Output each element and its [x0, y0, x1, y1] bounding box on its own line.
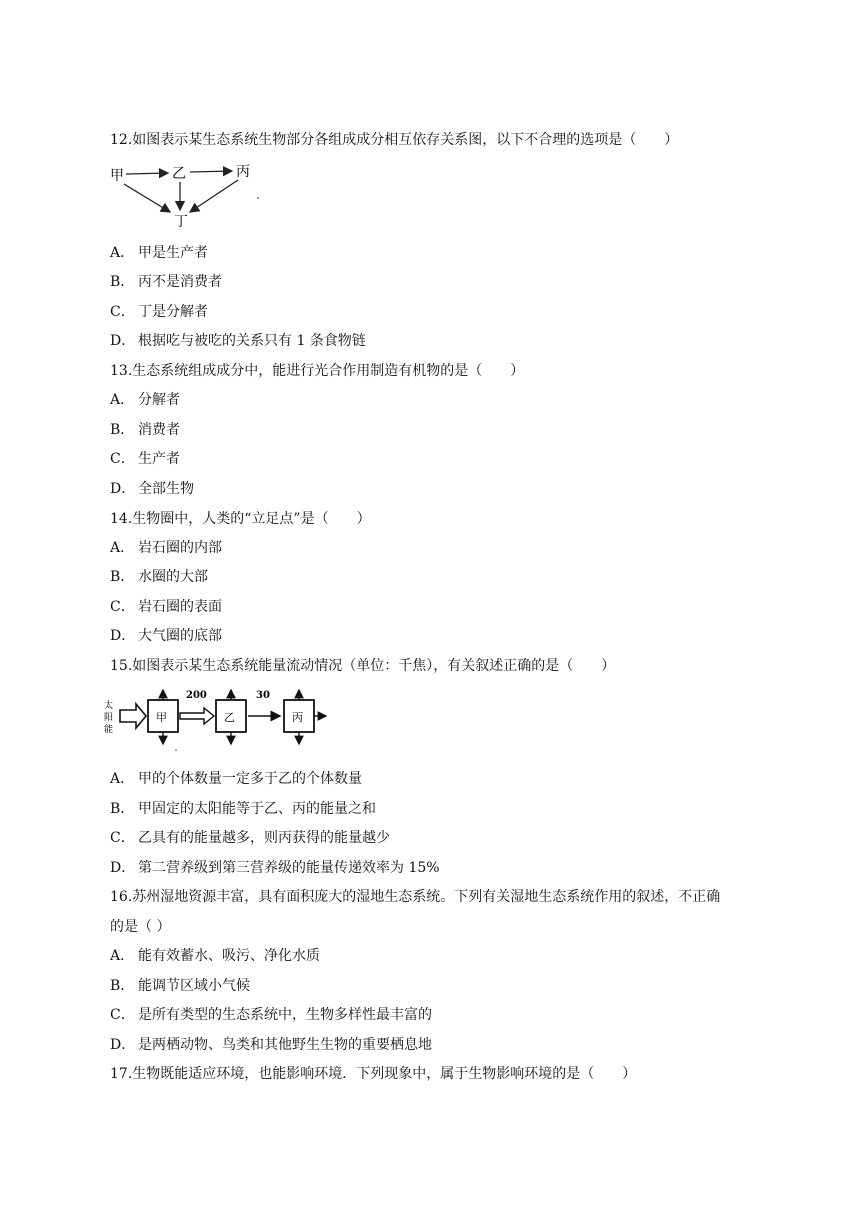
sun-label-1: 太: [104, 701, 114, 711]
food-web-figure: [108, 160, 268, 232]
energy-flow-figure: [104, 686, 330, 756]
question-12-option-c: C． 丁是分解者: [110, 304, 208, 320]
svg-text:丙: 丙: [292, 711, 303, 724]
arrow-jia-yi: [126, 173, 168, 174]
question-15-option-d: D． 第二营养级到第三营养级的能量传递效率为 15%: [110, 860, 440, 876]
node-bing: 丙: [236, 164, 250, 180]
question-16-stem-line-2: 的是（ ）: [110, 919, 171, 935]
question-13-option-d: D． 全部生物: [110, 481, 194, 497]
question-14-option-d: D． 大气圈的底部: [110, 628, 222, 644]
svg-text:甲: 甲: [156, 711, 167, 724]
node-ding: 丁: [174, 214, 188, 230]
sun-label-2: 阳: [104, 713, 114, 723]
question-13-option-b: B． 消费者: [110, 422, 180, 438]
question-15-option-a: A． 甲的个体数量一定多于乙的个体数量: [110, 771, 362, 787]
arrow-yi-bing: [190, 171, 232, 172]
question-16-option-a: A． 能有效蓄水、吸污、净化水质: [110, 948, 320, 964]
question-13-option-c: C． 生产者: [110, 451, 180, 467]
question-14-option-b: B． 水圈的大部: [110, 569, 208, 585]
question-12-stem: 12.如图表示某生态系统生物部分各组成成分相互依存关系图，以下不合理的选项是（ ）: [110, 132, 679, 148]
question-14-option-c: C． 岩石圈的表面: [110, 599, 222, 615]
sun-label-3: 能: [104, 725, 114, 735]
flow-30-label: 30: [256, 690, 270, 701]
question-16-option-b: B． 能调节区域小气候: [110, 978, 250, 994]
question-16-option-c: C． 是所有类型的生态系统中，生物多样性最丰富的: [110, 1007, 432, 1023]
node-yi: 乙: [172, 166, 186, 182]
node-jia: 甲: [110, 168, 124, 184]
question-15-option-c: C． 乙具有的能量越多，则丙获得的能量越少: [110, 830, 390, 846]
sunlight-arrow: [120, 704, 146, 728]
arrow-jia-ding: [124, 184, 170, 212]
arrow-bing-ding: [190, 180, 238, 212]
question-17-stem: 17.生物既能适应环境，也能影响环境．下列现象中，属于生物影响环境的是（ ）: [110, 1066, 637, 1082]
question-13-option-a: A． 分解者: [110, 392, 180, 408]
question-14-option-a: A． 岩石圈的内部: [110, 540, 222, 556]
question-12-option-a: A． 甲是生产者: [110, 245, 208, 261]
question-13-stem: 13.生态系统组成成分中，能进行光合作用制造有机物的是（ ）: [110, 363, 525, 379]
question-16-option-d: D． 是两栖动物、鸟类和其他野生生物的重要栖息地: [110, 1037, 432, 1053]
flow-200-arrow: [180, 708, 214, 724]
flow-200-label: 200: [186, 690, 207, 701]
question-12-option-b: B． 丙不是消费者: [110, 274, 222, 290]
question-14-stem: 14.生物圈中，人类的“立足点”是（ ）: [110, 511, 371, 527]
question-16-stem-line-1: 16.苏州湿地资源丰富，具有面积庞大的湿地生态系统。下列有关湿地生态系统作用的叙述，不正确: [110, 889, 721, 905]
svg-text:乙: 乙: [224, 711, 235, 724]
question-15-stem: 15.如图表示某生态系统能量流动情况（单位：千焦），有关叙述正确的是（ ）: [110, 658, 616, 674]
question-12-option-d: D． 根据吃与被吃的关系只有 1 条食物链: [110, 333, 366, 349]
question-15-option-b: B． 甲固定的太阳能等于乙、丙的能量之和: [110, 801, 376, 817]
